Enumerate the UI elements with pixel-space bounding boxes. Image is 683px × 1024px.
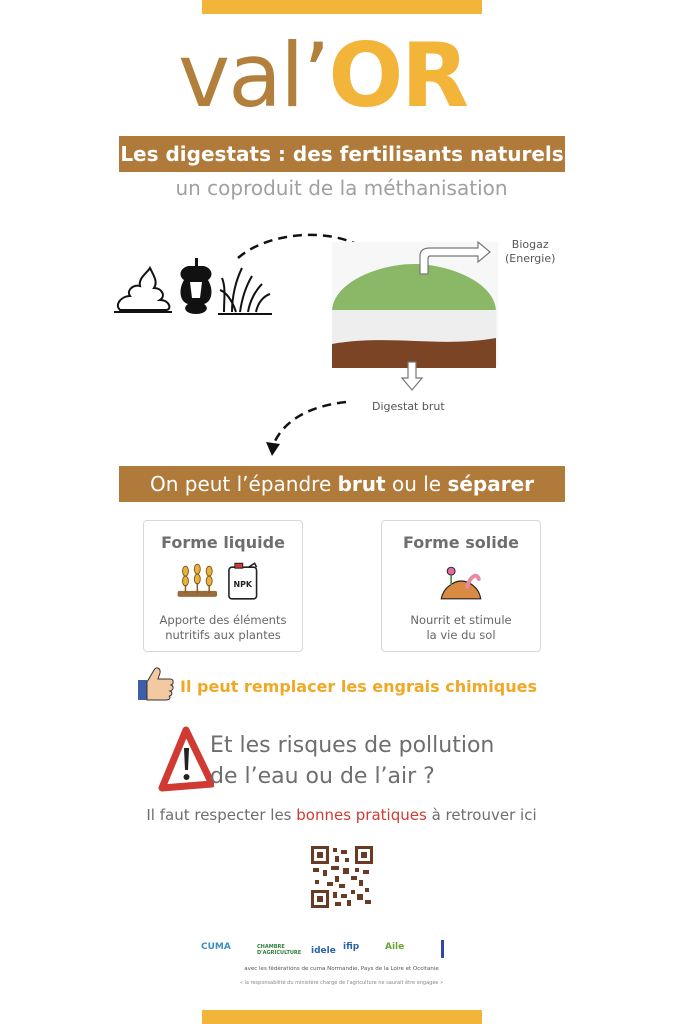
pollution-risk-question [210, 730, 494, 792]
partner-idele-logo: idele [311, 946, 336, 956]
apple-core-icon [181, 258, 212, 314]
banner-2-mid: ou le [385, 472, 448, 496]
subtitle: un coproduit de la méthanisation [175, 176, 508, 200]
practice-post: à retrouver ici [426, 806, 537, 824]
qr-code[interactable] [311, 846, 373, 908]
card-liquid-title: Forme liquide [161, 533, 285, 552]
wheat-icon [178, 564, 218, 597]
card-liquid-text-line2: nutritifs aux plantes [165, 628, 281, 642]
soil-worm-icon [441, 567, 481, 599]
card-liquid-text-line1: Apporte des éléments [159, 613, 287, 627]
card-liquid-icons [144, 561, 302, 603]
top-accent-bar [202, 0, 482, 14]
npk-label: NPK [233, 579, 253, 589]
bottom-accent-bar [202, 1010, 482, 1024]
partner-logos [195, 938, 495, 964]
partner-ministry-logo [441, 940, 491, 958]
grass-icon [218, 268, 272, 314]
biogaz-label-line1: Biogaz [511, 238, 549, 251]
biogaz-label-line2: (Energie) [505, 252, 556, 265]
biogaz-label [505, 238, 555, 266]
banner-digestats: Les digestats : des fertilisants naturels [119, 136, 565, 172]
dashed-arrow-out [272, 402, 346, 448]
footer-federations: avec les fédérations de cuma Normandie, Pays de la Loire et Occitanie [244, 966, 439, 972]
card-solid-form [381, 520, 541, 652]
good-practices-link[interactable]: bonnes pratiques [296, 806, 427, 824]
logo-or-text: OR [328, 24, 468, 127]
card-solid-text-line1: Nourrit et stimule [410, 613, 512, 627]
digestat-label: Digestat brut [372, 400, 445, 413]
thumbs-up-icon [136, 664, 176, 702]
npk-can-icon [229, 563, 257, 599]
card-solid-title: Forme solide [402, 533, 520, 552]
footer-disclaimer: « la responsabilité du ministère chargé de l'agriculture ne saurait être engagée » [239, 980, 444, 986]
partner-cuma-logo: CUMA [201, 942, 231, 952]
practice-pre: Il faut respecter les [146, 806, 297, 824]
card-solid-text [386, 613, 536, 643]
banner-2-pre: On peut l’épandre [149, 472, 338, 496]
warning-icon [158, 726, 214, 792]
replace-chemical-fertilizers: Il peut remplacer les engrais chimiques [180, 677, 537, 696]
card-liquid-text [148, 613, 298, 643]
risk-line1: Et les risques de pollution [210, 733, 495, 758]
logo-val-text: val’ [178, 24, 329, 127]
partner-ifip-logo: ifip [343, 942, 360, 952]
banner-epandre [119, 466, 565, 502]
banner-2-brut: brut [337, 472, 386, 496]
card-solid-icons [382, 561, 540, 603]
digester-tank [332, 242, 498, 368]
partner-aile-logo: Aile [385, 942, 405, 952]
risk-line2: de l’eau ou de l’air ? [210, 764, 435, 789]
card-liquid-form [143, 520, 303, 652]
card-solid-text-line2: la vie du sol [426, 628, 496, 642]
partner-chambre-logo: CHAMBRE D'AGRICULTURE [257, 944, 302, 956]
good-practices-text [0, 806, 683, 824]
valor-logo [178, 24, 508, 127]
banner-2-separer: séparer [447, 472, 535, 496]
manure-icon [114, 268, 172, 312]
